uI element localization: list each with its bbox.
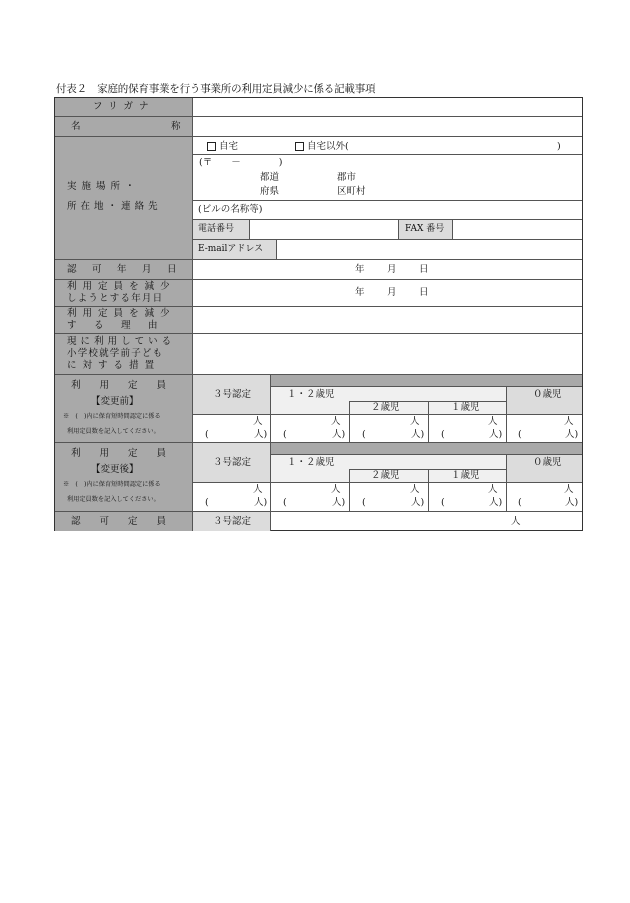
furigana-label: フリガナ xyxy=(93,101,155,112)
application-form xyxy=(54,97,583,531)
home-checkbox[interactable] xyxy=(207,142,216,151)
after-age1-paren-open: ( xyxy=(441,497,445,508)
measures-label-3: に 対 す る 措 置 xyxy=(67,360,156,371)
before-age2-unit: 人 xyxy=(410,416,420,427)
after-cert3-header: ３号認定 xyxy=(213,457,252,468)
approval-date-label-cell xyxy=(55,260,193,279)
measures-label-2: 小学校就学前子ども xyxy=(67,348,164,359)
approval-month-label: 月 xyxy=(387,264,397,275)
after-note-1: ※ ( )内に保育短時間認定に係る xyxy=(63,481,161,488)
before-age1-paren-open: ( xyxy=(441,429,445,440)
approved-capacity-unit: 人 xyxy=(511,516,521,527)
before-cert3-header: ３号認定 xyxy=(213,389,252,400)
before-header-dark-band xyxy=(270,375,582,386)
fax-label-cell xyxy=(399,220,452,239)
todofuken-label-1: 都道 xyxy=(260,172,280,183)
phone-label: 電話番号 xyxy=(198,224,235,234)
before-age1-paren-close: 人) xyxy=(489,429,503,440)
before-cert3-unit: 人 xyxy=(253,416,263,427)
after-age0-unit: 人 xyxy=(564,484,574,495)
location-label-2: 所 在 地 ・ 連 絡 先 xyxy=(67,201,159,212)
reduce-date-label-2: しようとする年月日 xyxy=(67,293,164,304)
approved-cert3-label: ３号認定 xyxy=(213,516,252,527)
furigana-label-cell xyxy=(55,98,193,116)
capacity-after-label: 利 用 定 員 xyxy=(71,448,167,459)
after-cert3-paren-open: ( xyxy=(205,497,209,508)
after-age2-paren-open: ( xyxy=(362,497,366,508)
capacity-after-label-cell xyxy=(55,443,193,511)
after-age12-unit: 人 xyxy=(331,484,341,495)
after-age1-paren-close: 人) xyxy=(489,497,503,508)
location-label-cell xyxy=(55,137,193,259)
after-age1-header: １歳児 xyxy=(451,470,480,481)
before-age12-paren-close: 人) xyxy=(332,429,346,440)
name-label-cell xyxy=(55,117,193,136)
email-label-cell xyxy=(193,240,276,259)
reduce-year-label: 年 xyxy=(355,287,365,298)
after-cert3-unit: 人 xyxy=(253,484,263,495)
location-label-1: 実 施 場 所 ・ xyxy=(67,181,136,192)
after-age0-paren-close: 人) xyxy=(565,497,579,508)
reduce-month-label: 月 xyxy=(387,287,397,298)
approved-capacity-label: 認 可 定 員 xyxy=(71,516,167,527)
building-name-label: (ビルの名称等) xyxy=(198,204,263,215)
other-close-paren: ) xyxy=(557,141,561,152)
before-age12-unit: 人 xyxy=(331,416,341,427)
after-header-dark-band xyxy=(270,443,582,454)
reason-label-cell xyxy=(55,307,193,333)
after-age1-unit: 人 xyxy=(488,484,498,495)
before-age2-paren-open: ( xyxy=(362,429,366,440)
before-note-2: 利用定員数を記入してください。 xyxy=(67,428,160,435)
approved-capacity-label-cell xyxy=(55,512,193,531)
fax-input[interactable] xyxy=(453,220,582,239)
before-age0-paren-open: ( xyxy=(518,429,522,440)
after-age0-paren-open: ( xyxy=(518,497,522,508)
approval-day-label: 日 xyxy=(419,264,429,275)
other-checkbox-label: 自宅以外( xyxy=(307,141,349,152)
after-age12-header: １・２歳児 xyxy=(287,457,335,468)
before-age1-unit: 人 xyxy=(488,416,498,427)
before-age12-paren-open: ( xyxy=(283,429,287,440)
phone-label-cell xyxy=(193,220,249,239)
reduce-date-label-cell xyxy=(55,280,193,306)
postal-code-field[interactable]: (〒 － ) xyxy=(199,157,283,168)
approval-year-label: 年 xyxy=(355,264,365,275)
before-age12-header: １・２歳児 xyxy=(287,389,335,400)
reduce-date-label-1: 利 用 定 員 を 減 少 xyxy=(67,281,172,292)
after-age2-header: ２歳児 xyxy=(371,470,400,481)
before-age0-paren-close: 人) xyxy=(565,429,579,440)
after-label: 【変更後】 xyxy=(91,464,139,475)
reduce-day-label: 日 xyxy=(419,287,429,298)
document-title: 付表２ 家庭的保育事業を行う事業所の利用定員減少に係る記載事項 xyxy=(56,83,376,95)
email-label: E-mailアドレス xyxy=(198,244,264,254)
approval-date-label: 認 可 年 月 日 xyxy=(67,264,180,275)
before-age0-unit: 人 xyxy=(564,416,574,427)
approved-cert3-cell xyxy=(193,512,270,531)
phone-input[interactable] xyxy=(250,220,398,239)
before-note-1: ※ ( )内に保育短時間認定に係る xyxy=(63,413,161,420)
before-label: 【変更前】 xyxy=(91,396,139,407)
before-age1-header: １歳児 xyxy=(451,402,480,413)
capacity-before-label-cell xyxy=(55,375,193,442)
home-option[interactable] xyxy=(207,141,238,152)
other-option[interactable] xyxy=(295,141,349,152)
before-age2-paren-close: 人) xyxy=(411,429,425,440)
after-note-2: 利用定員数を記入してください。 xyxy=(67,496,160,503)
reduce-date-field[interactable] xyxy=(193,280,582,306)
after-age2-unit: 人 xyxy=(410,484,420,495)
approved-capacity-input[interactable] xyxy=(271,512,582,531)
email-input[interactable] xyxy=(277,240,582,259)
approval-date-field[interactable] xyxy=(193,260,582,279)
other-checkbox[interactable] xyxy=(295,142,304,151)
measures-field[interactable] xyxy=(193,334,582,374)
after-age12-paren-close: 人) xyxy=(332,497,346,508)
home-checkbox-label: 自宅 xyxy=(219,141,239,152)
before-age0-header: ０歳児 xyxy=(533,389,562,400)
name-label-1: 名 xyxy=(71,121,81,132)
before-cert3-paren-open: ( xyxy=(205,429,209,440)
measures-label-1: 現 に 利 用 し て い る xyxy=(67,336,172,347)
after-age2-paren-close: 人) xyxy=(411,497,425,508)
capacity-before-label: 利 用 定 員 xyxy=(71,380,167,391)
name-label-2: 称 xyxy=(171,121,181,132)
before-cert3-paren-close: 人) xyxy=(254,429,268,440)
gun-label-2: 区町村 xyxy=(337,186,366,197)
after-age12-paren-open: ( xyxy=(283,497,287,508)
after-age0-header: ０歳児 xyxy=(533,457,562,468)
reason-label-1: 利 用 定 員 を 減 少 xyxy=(67,308,172,319)
before-age2-header: ２歳児 xyxy=(371,402,400,413)
gun-label-1: 郡市 xyxy=(337,172,357,183)
reason-field[interactable] xyxy=(193,307,582,333)
reason-label-2: す る 理 由 xyxy=(67,320,162,331)
after-cert3-paren-close: 人) xyxy=(254,497,268,508)
measures-label-cell xyxy=(55,334,193,374)
fax-label: FAX 番号 xyxy=(405,224,445,234)
todofuken-label-2: 府県 xyxy=(260,186,280,197)
